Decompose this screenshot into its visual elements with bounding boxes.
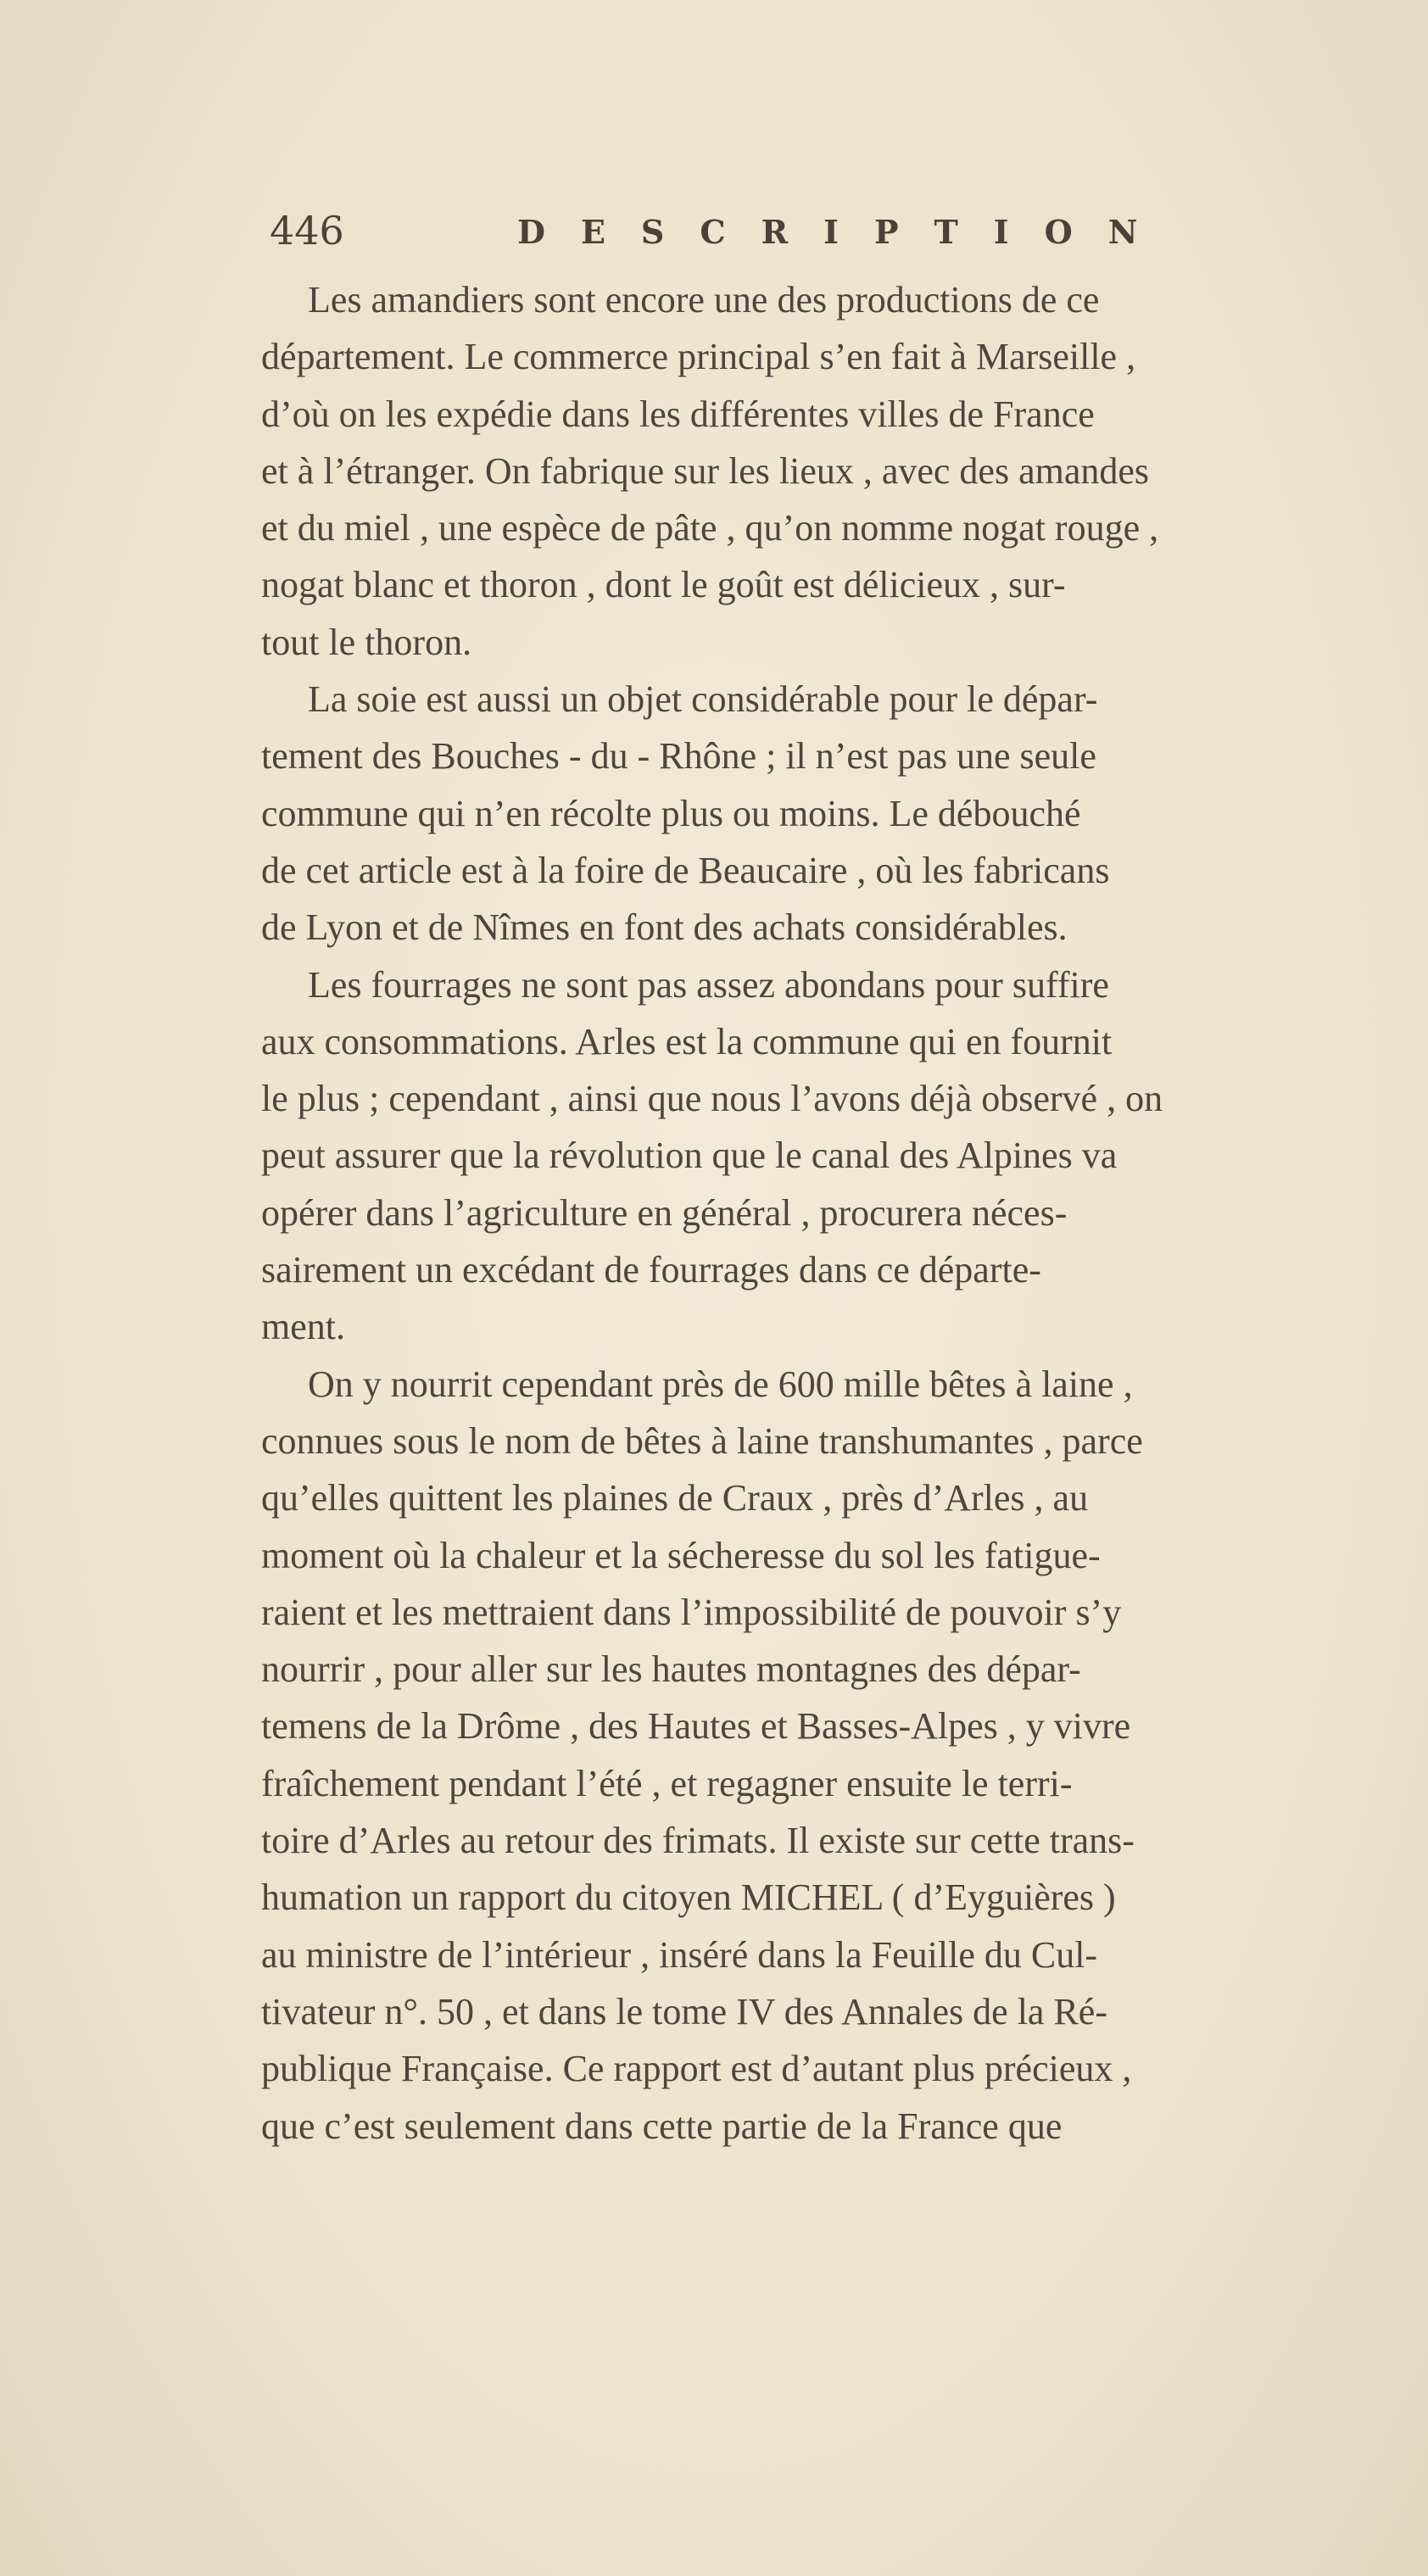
text-line: peut assurer que la révolution que le canal des Alpines va [261, 1135, 1118, 1177]
text-line: toire d’Arles au retour des frimats. Il existe sur cette trans- [261, 1820, 1135, 1862]
text-line: que c’est seulement dans cette partie de la France que [261, 2105, 1063, 2147]
text-line: de cet article est à la foire de Beaucaire , où les fabricans [261, 849, 1110, 891]
text-line: moment où la chaleur et la sécheresse du sol les fatigue- [261, 1534, 1101, 1576]
text-line: aux consommations. Arles est la commune qui en fournit [261, 1020, 1113, 1062]
text-line: La soie est aussi un objet considérable pour le dépar- [308, 678, 1098, 721]
text-line: raient et les mettraient dans l’impossibilité de pouvoir s’y [261, 1591, 1122, 1633]
text-line: On y nourrit cependant près de 600 mille bêtes à laine , [308, 1363, 1133, 1405]
text-line: tout le thoron. [261, 621, 472, 663]
text-line: tivateur n°. 50 , et dans le tome IV des Annales de la Ré- [261, 1990, 1107, 2032]
text-line: et à l’étranger. On fabrique sur les lieux , avec des amandes [261, 449, 1150, 492]
text-line: publique Française. Ce rapport est d’autant plus précieux , [261, 2048, 1132, 2090]
text-line: Les fourrages ne sont pas assez abondans pour suffire [308, 963, 1109, 1006]
running-title: DESCRIPTION [517, 213, 1174, 251]
body-text [261, 271, 1381, 2155]
text-line: et du miel , une espèce de pâte , qu’on nomme nogat rouge , [261, 507, 1159, 549]
text-line: fraîchement pendant l’été , et regagner ensuite le terri- [261, 1762, 1073, 1804]
text-line: au ministre de l’intérieur , inséré dans la Feuille du Cul- [261, 1933, 1098, 1976]
text-line: département. Le commerce principal s’en fait à Marseille , [261, 336, 1136, 378]
text-line: qu’elles quittent les plaines de Craux , près d’Arles , au [261, 1477, 1089, 1519]
text-line: d’où on les expédie dans les différentes villes de France [261, 393, 1095, 435]
text-line: le plus ; cependant , ainsi que nous l’avons déjà observé , on [261, 1078, 1163, 1120]
running-head [254, 208, 1174, 267]
text-line: ment. [261, 1306, 345, 1348]
text-line: sairement un excédant de fourrages dans ce départe- [261, 1249, 1041, 1291]
text-line: opérer dans l’agriculture en général , procurera néces- [261, 1191, 1068, 1234]
text-line: Les amandiers sont encore une des productions de ce [308, 279, 1100, 321]
text-line: humation un rapport du citoyen MICHEL ( d’Eyguières ) [261, 1876, 1116, 1919]
text-line: nogat blanc et thoron , dont le goût est délicieux , sur- [261, 564, 1066, 606]
text-line: de Lyon et de Nîmes en font des achats considérables. [261, 906, 1068, 949]
text-line: commune qui n’en récolte plus ou moins. Le débouché [261, 792, 1081, 834]
text-line: nourrir , pour aller sur les hautes montagnes des dépar- [261, 1648, 1081, 1691]
text-line: connues sous le nom de bêtes à laine transhumantes , parce [261, 1419, 1143, 1462]
text-line: tement des Bouches - du - Rhône ; il n’est pas une seule [261, 735, 1096, 778]
page-number: 446 [270, 208, 344, 254]
text-line: temens de la Drôme , des Hautes et Basses-Alpes , y vivre [261, 1705, 1131, 1748]
